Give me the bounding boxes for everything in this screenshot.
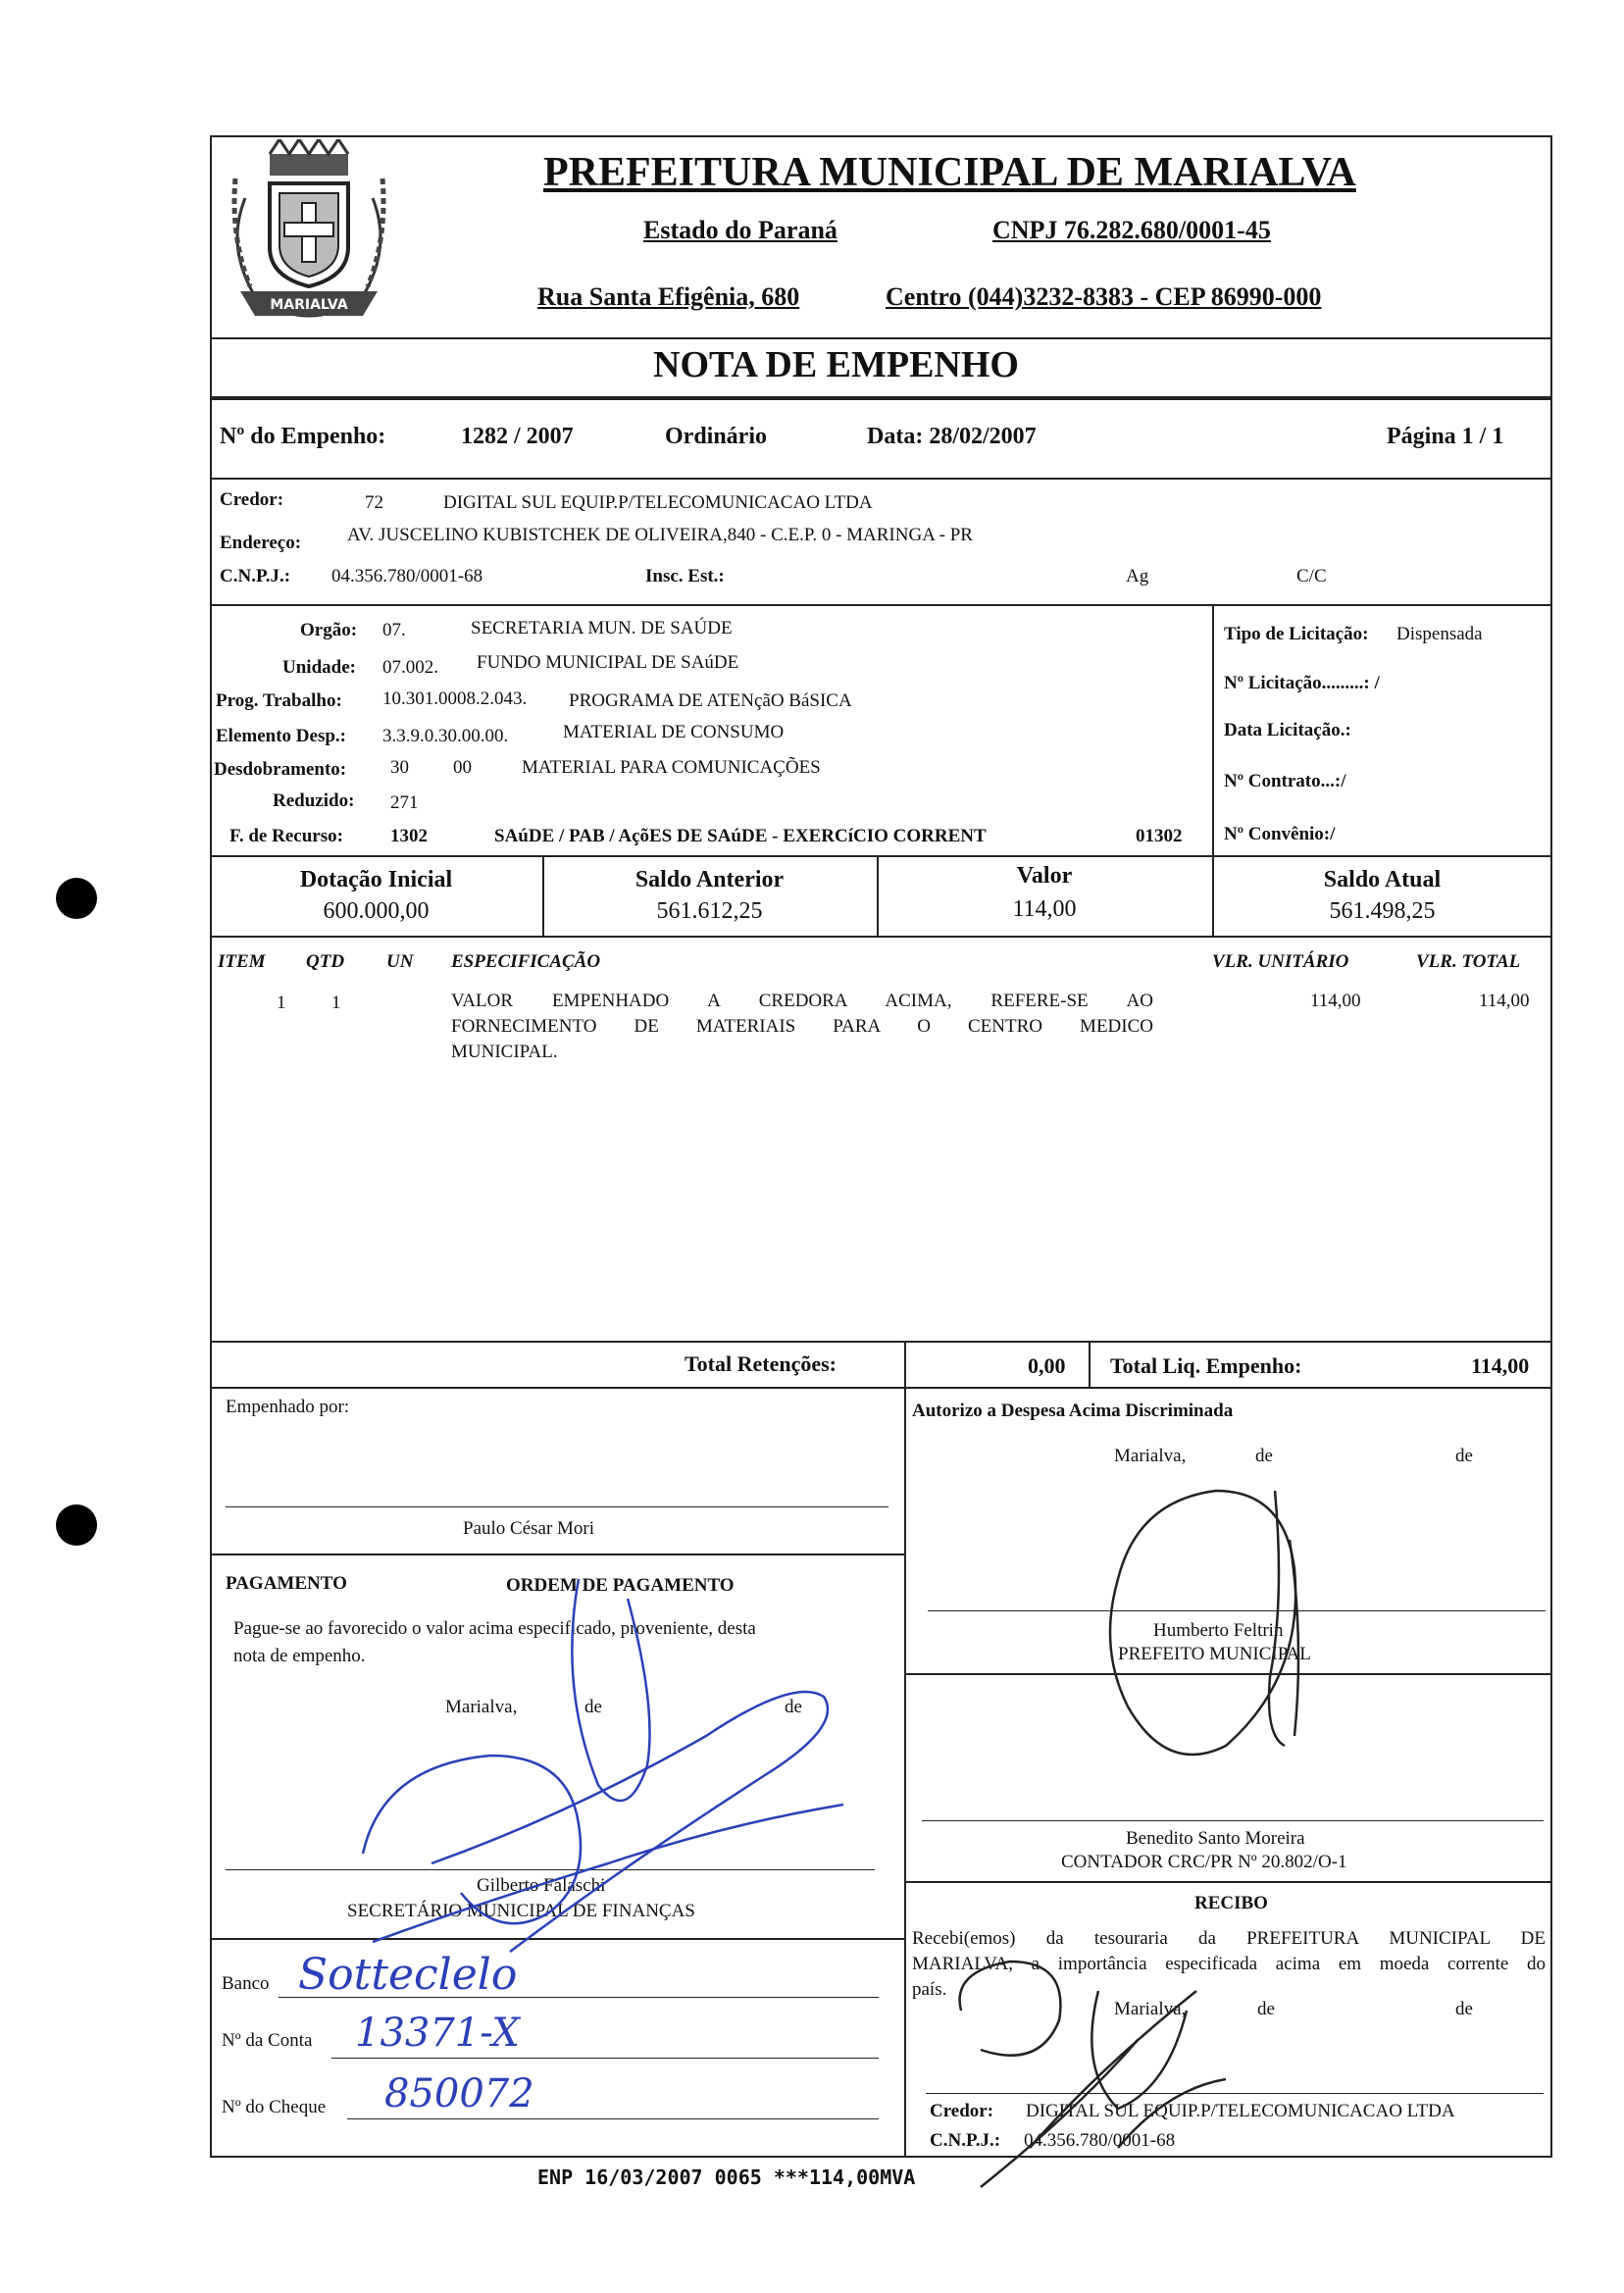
credor-label: Credor: (220, 489, 284, 510)
pagamento-label: PAGAMENTO (226, 1573, 347, 1594)
col-header-unit: VLR. UNITÁRIO (1212, 951, 1349, 972)
mayor-name: Humberto Feltrin (1153, 1620, 1284, 1641)
cheque-line (347, 2118, 879, 2119)
account-label: C/C (1296, 566, 1327, 586)
pagamento-de-1: de (584, 1697, 602, 1717)
col-header-item: ITEM (218, 951, 266, 972)
elemento-code: 3.3.9.0.30.00.00. (382, 726, 509, 746)
saldo-atual-label: Saldo Atual (1323, 867, 1442, 892)
secretary-name: Gilberto Falaschi (477, 1875, 606, 1896)
credor-cnpj: 04.356.780/0001-68 (331, 566, 483, 586)
autorizo-place: Marialva, (1114, 1446, 1187, 1466)
secretary-signature (333, 1569, 883, 1981)
fonte-code: 1302 (390, 826, 428, 846)
total-liq-value: 114,00 (1471, 1353, 1530, 1378)
col-header-spec: ESPECIFICAÇÃO (451, 951, 601, 972)
unidade-name: FUNDO MUNICIPAL DE SAúDE (477, 652, 739, 673)
cheque-handwritten: 850072 (384, 2071, 534, 2116)
divider (210, 1387, 1552, 1389)
divider (210, 604, 1552, 606)
empenho-number-label: Nº do Empenho: (220, 424, 386, 449)
prog-label: Prog. Trabalho: (216, 690, 342, 711)
saldo-anterior-label: Saldo Anterior (634, 867, 785, 892)
divider (210, 1341, 1552, 1343)
desdobramento-a: 30 (390, 757, 409, 778)
conta-handwritten: 13371-X (355, 2011, 520, 2056)
fonte-name: SAúDE / PAB / AçõES DE SAúDE - EXERCíCIO CORRENT (494, 826, 987, 846)
autorizo-label: Autorizo a Despesa Acima Discriminada (912, 1401, 1234, 1421)
recibo-cnpj-label: C.N.P.J.: (930, 2130, 1001, 2151)
prog-code: 10.301.0008.2.043. (382, 688, 528, 709)
recibo-text-line-2: MARIALVA, a importância especificada acima em moeda corrente do (912, 1954, 1546, 1974)
page-title: PREFEITURA MUNICIPAL DE MARIALVA (543, 150, 1356, 195)
recibo-text-line-3: país. (912, 1979, 947, 2000)
fonte-label: F. de Recurso: (229, 826, 343, 846)
mayor-signature (1098, 1481, 1334, 1775)
header-state: Estado do Paraná (643, 216, 837, 244)
col-header-qtd: QTD (306, 951, 345, 972)
item-qty: 1 (331, 993, 341, 1013)
saldo-atual-value: 561.498,25 (1329, 898, 1436, 924)
divider (904, 1881, 1552, 1883)
divider (1089, 1341, 1091, 1388)
desdobramento-name: MATERIAL PARA COMUNICAÇÕES (522, 757, 821, 778)
conta-label: Nº da Conta (222, 2030, 313, 2051)
desdobramento-label: Desdobramento: (214, 759, 347, 780)
orgao-code: 07. (382, 620, 406, 640)
mayor-title: PREFEITO MUNICIPAL (1118, 1644, 1311, 1664)
num-licitacao: Nº Licitação.........: / (1224, 673, 1380, 693)
secretary-title: SECRETÁRIO MUNICIPAL DE FINANÇAS (347, 1901, 695, 1921)
cnpj-label: C.N.P.J.: (220, 566, 291, 586)
desdobramento-b: 00 (453, 757, 472, 778)
divider (904, 1341, 906, 2156)
municipal-crest-icon (216, 139, 402, 335)
reduzido-label: Reduzido: (273, 790, 355, 811)
saldo-anterior-value: 561.612,25 (656, 898, 763, 924)
col-header-un: UN (386, 951, 414, 972)
data-licitacao: Data Licitação.: (1224, 720, 1351, 740)
page-number: Página 1 / 1 (1387, 424, 1504, 449)
credor-address: AV. JUSCELINO KUBISTCHEK DE OLIVEIRA,840 - C.E.P. 0 - MARINGA - PR (347, 525, 973, 545)
document-title: NOTA DE EMPENHO (653, 344, 1019, 385)
banco-label: Banco (222, 1973, 270, 1994)
authentication-stamp: ENP 16/03/2007 0065 ***114,00MVA (537, 2166, 916, 2189)
pagamento-text-line-1: Pague-se ao favorecido o valor acima especificado, proveniente, desta (233, 1618, 756, 1639)
svg-text:MARIALVA: MARIALVA (270, 297, 348, 313)
recibo-cnpj: 04.356.780/0001-68 (1024, 2130, 1176, 2151)
autorizo-de-1: de (1255, 1446, 1273, 1466)
item-spec-line-3: MUNICIPAL. (451, 1042, 558, 1062)
empenho-number: 1282 / 2007 (461, 424, 574, 449)
recibo-de-1: de (1257, 1999, 1275, 2019)
item-total: 114,00 (1479, 991, 1530, 1011)
divider (210, 1554, 904, 1555)
dotacao-label: Dotação Inicial (299, 867, 453, 892)
reduzido-value: 271 (390, 792, 419, 813)
total-liq-label: Total Liq. Empenho: (1110, 1353, 1302, 1378)
insc-est-label: Insc. Est.: (645, 566, 725, 586)
accountant-title: CONTADOR CRC/PR Nº 20.802/O-1 (1061, 1852, 1347, 1872)
punch-hole-top (56, 878, 97, 919)
credor-code: 72 (365, 492, 383, 513)
empenhado-por-name: Paulo César Mori (463, 1518, 595, 1539)
orgao-label: Orgão: (300, 620, 358, 640)
item-number: 1 (277, 993, 286, 1013)
credor-name: DIGITAL SUL EQUIP.P/TELECOMUNICACAO LTDA (443, 492, 873, 513)
num-convenio: Nº Convênio:/ (1224, 824, 1336, 844)
empenho-type: Ordinário (665, 424, 768, 449)
recibo-credor-label: Credor: (930, 2101, 994, 2121)
item-spec-line-1: VALOR EMPENHADO A CREDORA ACIMA, REFERE-SE AO (451, 991, 1153, 1011)
conta-line (331, 2058, 879, 2059)
cheque-label: Nº do Cheque (222, 2097, 327, 2117)
divider (210, 855, 1552, 857)
divider (210, 396, 1552, 400)
signature-line (226, 1506, 888, 1507)
elemento-name: MATERIAL DE CONSUMO (563, 722, 785, 742)
valor-label: Valor (1016, 863, 1073, 889)
orgao-name: SECRETARIA MUN. DE SAÚDE (471, 618, 733, 638)
tipo-licitacao-value: Dispensada (1396, 624, 1483, 644)
punch-hole-bottom (56, 1504, 97, 1546)
signature-line (922, 1820, 1544, 1821)
pagamento-place: Marialva, (445, 1697, 518, 1717)
fonte-code-2: 01302 (1136, 826, 1183, 846)
header-contact: Centro (044)3232-8383 - CEP 86990-000 (886, 282, 1322, 311)
prog-name: PROGRAMA DE ATENçãO BáSICA (569, 690, 852, 711)
divider (1212, 604, 1214, 855)
item-spec-line-2: FORNECIMENTO DE MATERIAIS PARA O CENTRO MEDICO (451, 1016, 1153, 1037)
header-address: Rua Santa Efigênia, 680 (537, 282, 800, 311)
item-unit-price: 114,00 (1310, 991, 1361, 1011)
num-contrato: Nº Contrato...:/ (1224, 771, 1346, 791)
tipo-licitacao-label: Tipo de Licitação: (1224, 624, 1369, 644)
elemento-label: Elemento Desp.: (216, 726, 346, 746)
unidade-label: Unidade: (282, 657, 356, 678)
recibo-place: Marialva, (1114, 1999, 1187, 2019)
divider (210, 337, 1552, 339)
recibo-text-line-1: Recebi(emos) da tesouraria da PREFEITURA MUNICIPAL DE (912, 1928, 1546, 1949)
header-cnpj: CNPJ 76.282.680/0001-45 (992, 216, 1271, 244)
agency-label: Ag (1126, 566, 1149, 586)
divider (210, 478, 1552, 480)
unidade-code: 07.002. (382, 657, 438, 678)
recibo-label: RECIBO (1194, 1893, 1268, 1913)
ordem-pagamento-label: ORDEM DE PAGAMENTO (506, 1575, 735, 1596)
recibo-signature (941, 1952, 1236, 2197)
empenho-date: Data: 28/02/2007 (867, 424, 1037, 449)
pagamento-text-line-2: nota de empenho. (233, 1646, 366, 1666)
dotacao-value: 600.000,00 (323, 898, 430, 924)
divider (210, 936, 1552, 938)
accountant-name: Benedito Santo Moreira (1126, 1828, 1305, 1849)
col-header-total: VLR. TOTAL (1416, 951, 1521, 972)
autorizo-de-2: de (1455, 1446, 1473, 1466)
banco-handwritten: Sotteclelo (298, 1950, 518, 2000)
empenhado-por-label: Empenhado por: (226, 1397, 350, 1417)
recibo-de-2: de (1455, 1999, 1473, 2019)
retencoes-value: 0,00 (1028, 1353, 1066, 1378)
valor-value: 114,00 (1012, 896, 1077, 922)
retencoes-label: Total Retenções: (685, 1351, 837, 1376)
pagamento-de-2: de (785, 1697, 802, 1717)
address-label: Endereço: (220, 533, 302, 553)
recibo-credor-name: DIGITAL SUL EQUIP.P/TELECOMUNICACAO LTDA (1026, 2101, 1455, 2121)
